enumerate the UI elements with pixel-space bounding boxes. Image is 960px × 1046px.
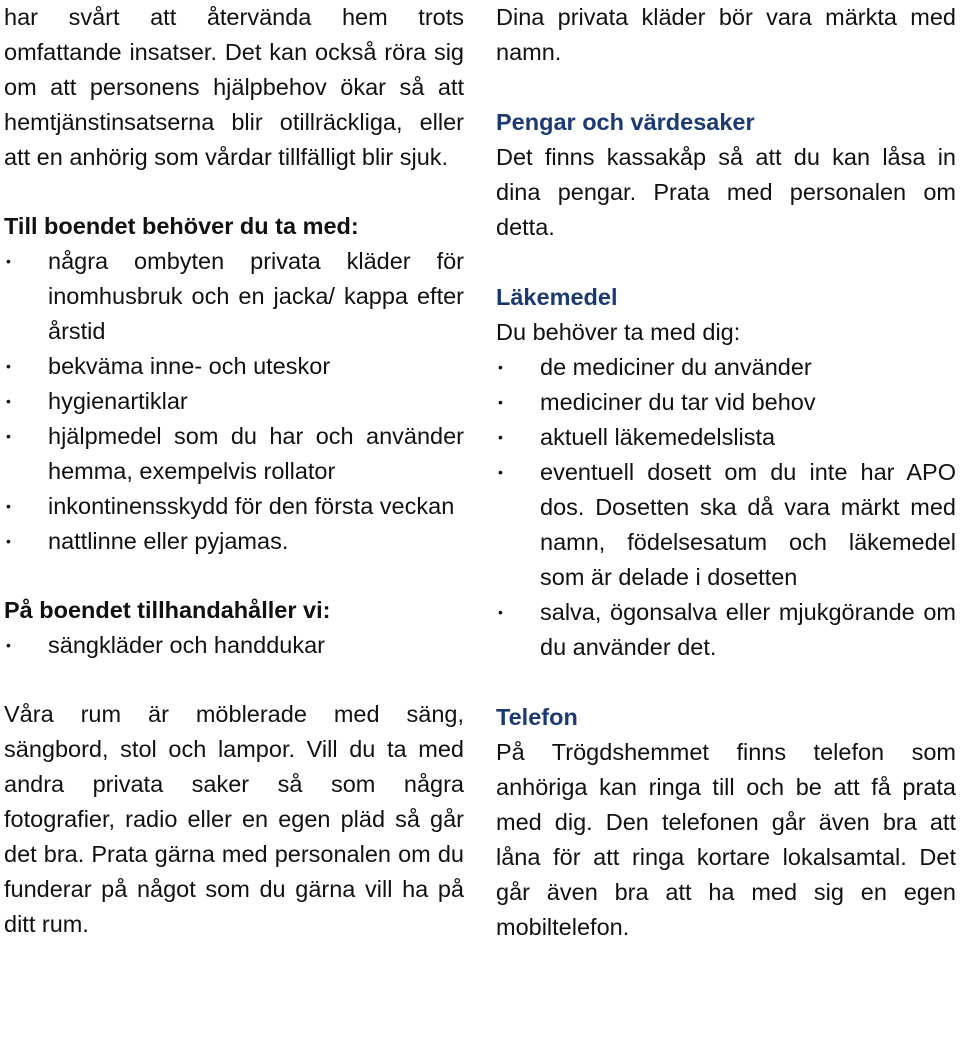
bring-heading: Till boendet behöver du ta med:: [4, 213, 359, 239]
bullet-icon: •: [6, 253, 11, 269]
bullet-icon: •: [6, 393, 11, 409]
medicine-intro: Du behöver ta med dig:: [496, 319, 741, 345]
intro-paragraph: har svårt att återvända hem trots omfattande insatser. Det kan också röra sig om att personens hjälpbehov ökar så att hemtjänstinsatserna blir otillräckliga, eller att en anhörig som vårdar tillfälligt blir sjuk.: [4, 4, 464, 170]
bullet-icon: •: [498, 394, 503, 410]
bring-list: [4, 244, 464, 559]
phone-paragraph: På Trögdshemmet finns telefon som anhöriga kan ringa till och be att få prata med dig. Den telefonen går även bra att låna för att ringa kortare lokalsamtal. Det går även bra att ha med sig en egen mobiltelefon.: [496, 739, 956, 940]
bullet-icon: •: [498, 359, 503, 375]
list-item: • aktuell läkemedelslista: [496, 420, 956, 455]
provide-heading: På boendet tillhandahåller vi:: [4, 597, 331, 623]
money-paragraph: Det finns kassakåp så att du kan låsa in dina pengar. Prata med personalen om detta.: [496, 144, 956, 240]
rooms-paragraph: Våra rum är möblerade med säng, sängbord, stol och lampor. Vill du ta med andra privata saker så som några fotografier, radio eller en egen pläd så går det bra. Prata gärna med personalen om du funderar på något som du gärna vill ha på ditt rum.: [4, 701, 464, 937]
medicine-heading: Läkemedel: [496, 284, 618, 310]
list-item: • bekväma inne- och uteskor: [4, 349, 464, 384]
medicine-list: [496, 350, 956, 665]
clothes-paragraph: Dina privata kläder bör vara märkta med namn.: [496, 4, 956, 65]
list-item: • hygienartiklar: [4, 384, 464, 419]
list-item: • nattlinne eller pyjamas.: [4, 524, 464, 559]
list-item: • de mediciner du använder: [496, 350, 956, 385]
money-heading: Pengar och värdesaker: [496, 109, 755, 135]
bullet-icon: •: [6, 358, 11, 374]
bullet-icon: •: [498, 464, 503, 480]
list-item: • sängkläder och handdukar: [4, 628, 464, 663]
phone-heading: Telefon: [496, 704, 578, 730]
list-item: • salva, ögonsalva eller mjukgörande om du använder det.: [496, 595, 956, 665]
list-item: • några ombyten privata kläder för inomhusbruk och en jacka/ kappa efter årstid: [4, 244, 464, 349]
list-item: • eventuell dosett om du inte har APO dos. Dosetten ska då vara märkt med namn, födelsesatum och läkemedel som är delade i dosetten: [496, 455, 956, 595]
list-item: • hjälpmedel som du har och använder hemma, exempelvis rollator: [4, 419, 464, 489]
left-column: [4, 0, 464, 942]
bullet-icon: •: [498, 604, 503, 620]
bullet-icon: •: [6, 533, 11, 549]
provide-list: [4, 628, 464, 663]
bullet-icon: •: [498, 429, 503, 445]
right-column: [496, 0, 956, 945]
list-item: • mediciner du tar vid behov: [496, 385, 956, 420]
bullet-icon: •: [6, 637, 11, 653]
bullet-icon: •: [6, 428, 11, 444]
list-item: • inkontinensskydd för den första veckan: [4, 489, 464, 524]
bullet-icon: •: [6, 498, 11, 514]
